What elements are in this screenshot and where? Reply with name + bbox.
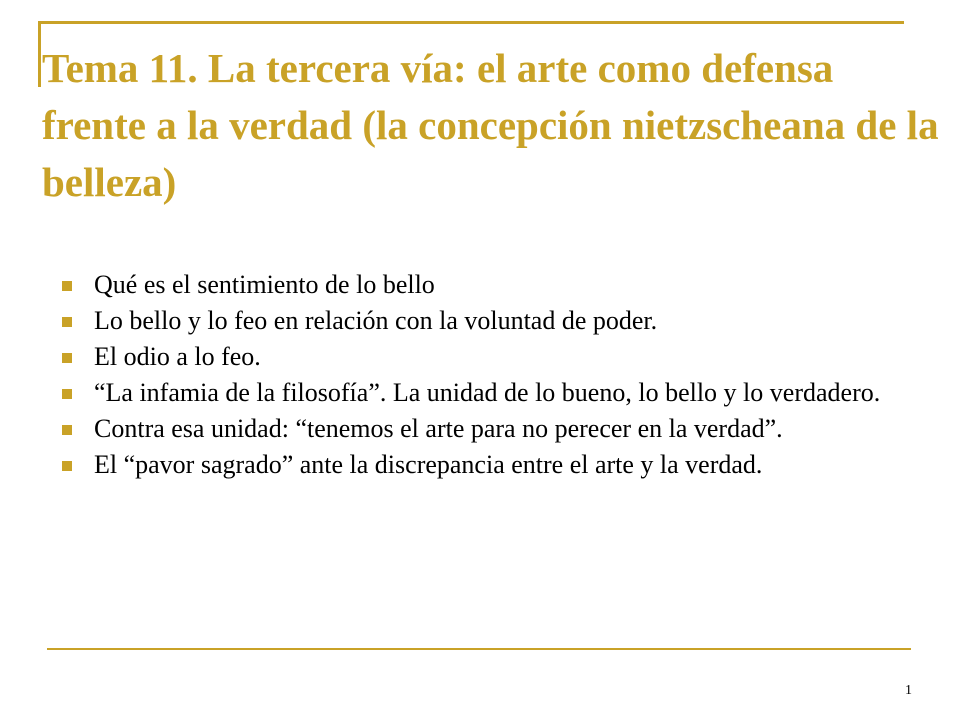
bullet-item <box>62 306 912 335</box>
square-bullet-icon <box>62 389 72 399</box>
bottom-rule <box>47 648 911 650</box>
bullet-list <box>62 270 912 486</box>
left-rule <box>38 21 41 87</box>
bullet-text: Lo bello y lo feo en relación con la voluntad de poder. <box>94 306 658 335</box>
page-number: 1 <box>905 683 912 698</box>
square-bullet-icon <box>62 425 72 435</box>
bullet-item <box>62 342 912 371</box>
square-bullet-icon <box>62 353 72 363</box>
bullet-text: El odio a lo feo. <box>94 342 261 371</box>
bullet-text: Qué es el sentimiento de lo bello <box>94 270 435 299</box>
bullet-item <box>62 270 912 299</box>
slide-title: Tema 11. La tercera vía: el arte como defensa frente a la verdad (la concepción nietzscheana de la belleza) <box>42 45 939 205</box>
bullet-text: Contra esa unidad: “tenemos el arte para no perecer en la verdad”. <box>94 414 783 443</box>
bullet-item <box>62 450 912 479</box>
top-rule <box>38 21 904 24</box>
bullet-item <box>62 414 912 443</box>
square-bullet-icon <box>62 461 72 471</box>
square-bullet-icon <box>62 317 72 327</box>
square-bullet-icon <box>62 281 72 291</box>
bullet-text: El “pavor sagrado” ante la discrepancia entre el arte y la verdad. <box>94 450 763 479</box>
bullet-text: “La infamia de la filosofía”. La unidad de lo bueno, lo bello y lo verdadero. <box>94 378 881 407</box>
bullet-item <box>62 378 912 407</box>
